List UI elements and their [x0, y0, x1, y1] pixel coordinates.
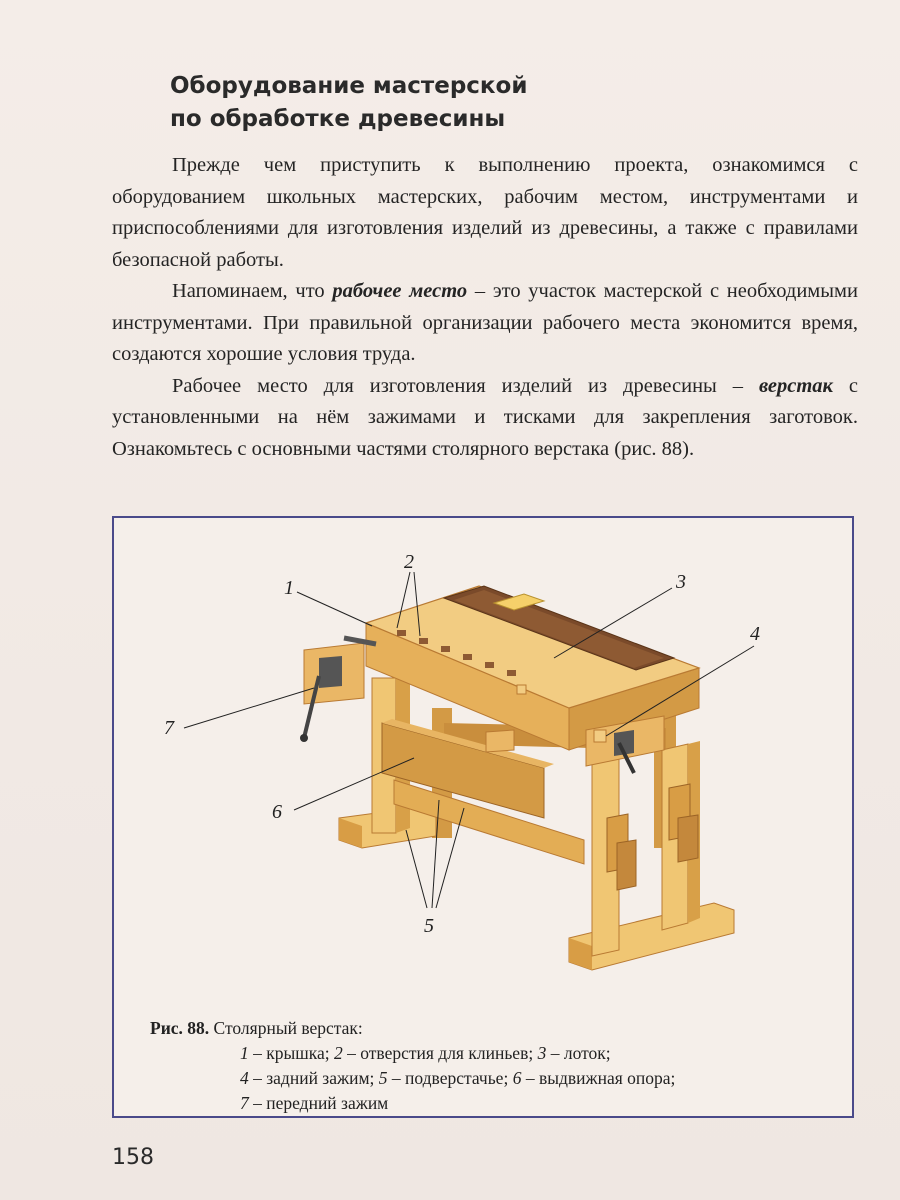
- wedge-block-4: [678, 815, 698, 862]
- paragraph-2-start: Напоминаем, что: [172, 280, 333, 302]
- callout-3: 3: [676, 571, 686, 593]
- callout-1: 1: [284, 577, 294, 599]
- caption-title: Столярный верстак:: [213, 1018, 363, 1038]
- front-vise-handle-knob: [300, 734, 308, 742]
- dog-hole: [485, 662, 494, 668]
- paragraph-3: [112, 371, 858, 466]
- term-workplace: рабочее место: [332, 280, 468, 302]
- dog-hole: [441, 646, 450, 652]
- dog-hole: [419, 638, 428, 644]
- leader-1: [297, 592, 372, 626]
- caption-line-1: 1 – крышка; 2 – отверстия для клиньев; 3 – лоток;: [240, 1043, 611, 1063]
- caption-line-2: 4 – задний зажим; 5 – подверстачье; 6 – выдвижная опора;: [240, 1068, 676, 1088]
- dog-hole: [507, 670, 516, 676]
- rear-vise-dog: [594, 730, 606, 742]
- figure-caption: [150, 1016, 850, 1116]
- paragraph-2: [112, 276, 858, 371]
- leader-7: [184, 688, 314, 728]
- leader-5a: [406, 830, 427, 908]
- wedge-block-2: [617, 840, 636, 890]
- callout-6: 6: [272, 801, 282, 823]
- page-number: 158: [112, 1145, 154, 1170]
- stop-block: [486, 730, 514, 752]
- dog-hole: [397, 630, 406, 636]
- paragraph-2-end: – это участок мастерской с необходимыми инструментами. При правильной организации рабочего места экономится время, создаются хорошие условия труда.: [112, 280, 858, 365]
- bench-dog: [517, 685, 526, 694]
- paragraph-1: Прежде чем приступить к выполнению проекта, ознакомимся с оборудованием школьных мастерских, рабочим местом, инструментами и приспособлениями для изготовления изделий из древесины, а также с правилами безопасной работы.: [112, 154, 858, 271]
- caption-label: Рис. 88.: [150, 1018, 210, 1038]
- callout-7: 7: [164, 717, 174, 739]
- figure-88: [112, 516, 854, 1118]
- paragraph-3-end: с установленными на нём зажимами и тисками для закрепления заготовок. Ознакомьтесь с основными частями столярного верстака (рис. 88).: [112, 374, 858, 460]
- front-vise-screw-plate: [319, 656, 342, 688]
- callout-2: 2: [404, 551, 414, 573]
- callout-4: 4: [750, 623, 760, 645]
- heading-line-1: Оборудование мастерской: [170, 73, 528, 99]
- heading-line-2: по обработке древесины: [170, 106, 506, 132]
- dog-hole: [463, 654, 472, 660]
- term-workbench: верстак: [758, 374, 833, 397]
- caption-line-3: 7 – передний зажим: [240, 1093, 389, 1113]
- body-text: [112, 150, 858, 465]
- paragraph-3-start: Рабочее место для изготовления изделий из древесины –: [172, 374, 759, 397]
- callout-5: 5: [424, 915, 434, 937]
- section-heading: [170, 70, 730, 136]
